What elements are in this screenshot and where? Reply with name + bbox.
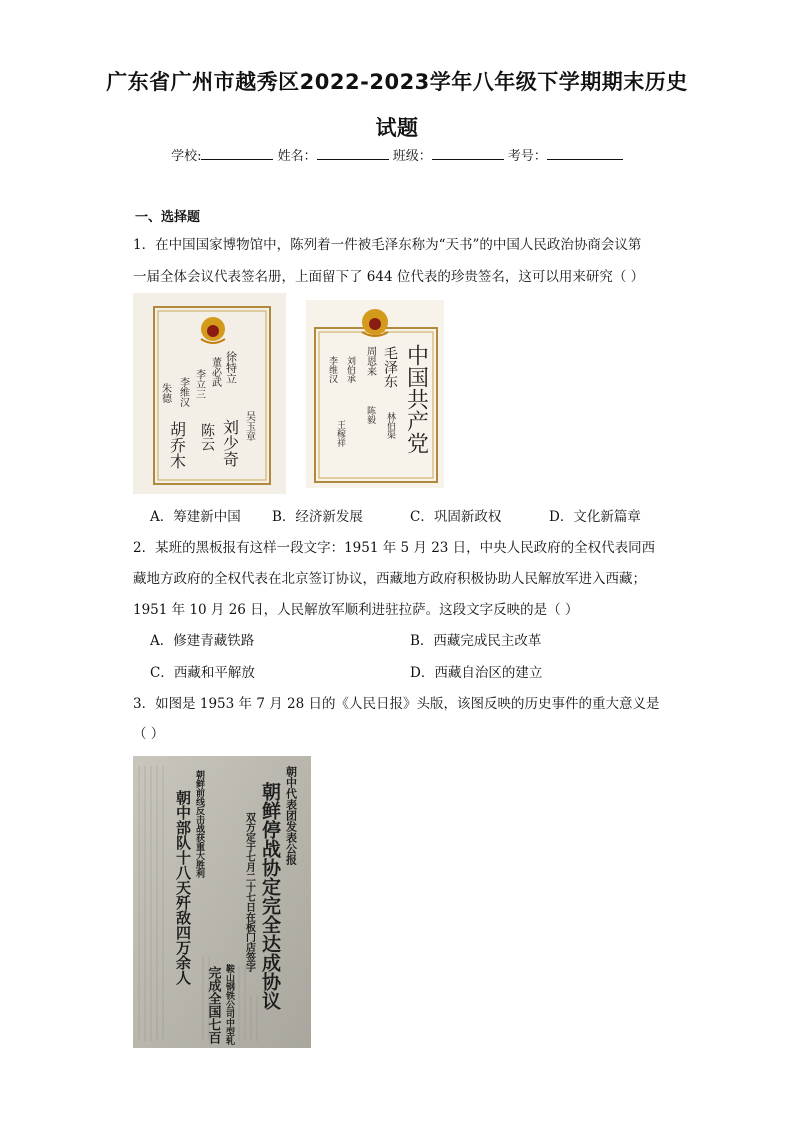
q1-option-a[interactable]: A．筹建新中国: [150, 509, 241, 525]
newspaper-headline: 朝中代表团发表公报: [284, 766, 298, 865]
signature-text: 林伯渠: [385, 412, 395, 439]
school-label: 学校:: [171, 149, 202, 164]
q2-text-line1: 2．某班的黑板报有这样一段文字：1951 年 5 月 23 日，中央人民政府的全权代表同西: [133, 540, 656, 556]
signature-text: 陈毅: [365, 406, 375, 424]
q2-text-line2: 藏地方政府的全权代表在北京签订协议，西藏地方政府积极协助人民解放军进入西藏；: [133, 571, 646, 587]
signature-text: 李维汉: [177, 377, 189, 407]
section-heading: 一、选择题: [135, 210, 201, 225]
newspaper-headline: 朝中部队十八天歼敌四万余人: [174, 790, 192, 985]
q2-option-c[interactable]: C．西藏和平解放: [150, 665, 255, 681]
newspaper-headline: 完成全国七百: [205, 966, 221, 1044]
signature-text: 胡乔木: [167, 421, 187, 469]
q1-text-line2: 一届全体会议代表签名册，上面留下了 644 位代表的珍贵签名，这可以用来研究（ ）: [133, 269, 645, 285]
newspaper-headline: 朝鲜前线反击战获重大胜利: [194, 770, 204, 878]
name-label: 姓名：: [277, 149, 317, 164]
signature-text: 朱德: [159, 383, 171, 403]
q2-option-a[interactable]: A．修建青藏铁路: [150, 633, 255, 649]
exam-title-line2: 试题: [375, 116, 419, 140]
signature-text: 董必武: [209, 357, 221, 387]
q2-text-line3: 1951 年 10 月 26 日，人民解放军顺利进驻拉萨。这段文字反映的是（ ）: [133, 602, 579, 618]
newspaper-headline: 双方定于七月二十七日在板门店签字: [243, 812, 255, 972]
signature-text: 中国共产党: [403, 344, 429, 454]
signature-text: 李维汉: [327, 356, 337, 383]
q3-text-line1: 3．如图是 1953 年 7 月 28 日的《人民日报》头版，该图反映的历史事件的重大意义是: [133, 696, 660, 712]
q1-option-b[interactable]: B．经济新发展: [272, 509, 363, 525]
q2-option-b[interactable]: B．西藏完成民主改革: [410, 633, 542, 649]
q1-text-line1: 1．在中国国家博物馆中，陈列着一件被毛泽东称为“天书”的中国人民政治协商会议第: [133, 237, 642, 253]
q1-option-d[interactable]: D．文化新篇章: [549, 509, 641, 525]
signature-text: 吴玉章: [243, 411, 255, 441]
signature-text: 周恩来: [364, 346, 376, 376]
class-label: 班级：: [392, 149, 432, 164]
signature-text: 陈云: [199, 423, 215, 451]
signature-text: 王稼祥: [335, 420, 345, 447]
q1-option-c[interactable]: C．巩固新政权: [410, 509, 502, 525]
signature-text: 毛泽东: [382, 346, 398, 388]
class-blank[interactable]: [432, 147, 504, 160]
name-blank[interactable]: [317, 147, 389, 160]
signature-photo-1: [133, 293, 286, 494]
q3-text-line2: （ ）: [133, 726, 165, 742]
q2-option-d[interactable]: D．西藏自治区的建立: [410, 665, 543, 681]
signature-text: 李立三: [193, 369, 205, 399]
newspaper-headline: 朝鲜停战协定完全达成协议: [259, 782, 281, 1010]
newspaper-headline: 鞍山钢铁公司中型轧: [224, 964, 234, 1045]
signature-text: 刘少奇: [220, 419, 240, 467]
newspaper-photo: [133, 756, 311, 1048]
id-label: 考号：: [507, 149, 547, 164]
id-blank[interactable]: [547, 147, 623, 160]
signature-text: 刘伯承: [345, 356, 355, 383]
signature-photo-2: [306, 300, 444, 488]
student-info-line: [0, 145, 794, 164]
school-blank[interactable]: [201, 147, 273, 160]
exam-title-line1: 广东省广州市越秀区2022-2023学年八年级下学期期末历史: [106, 70, 688, 94]
signature-text: 徐特立: [224, 351, 238, 384]
